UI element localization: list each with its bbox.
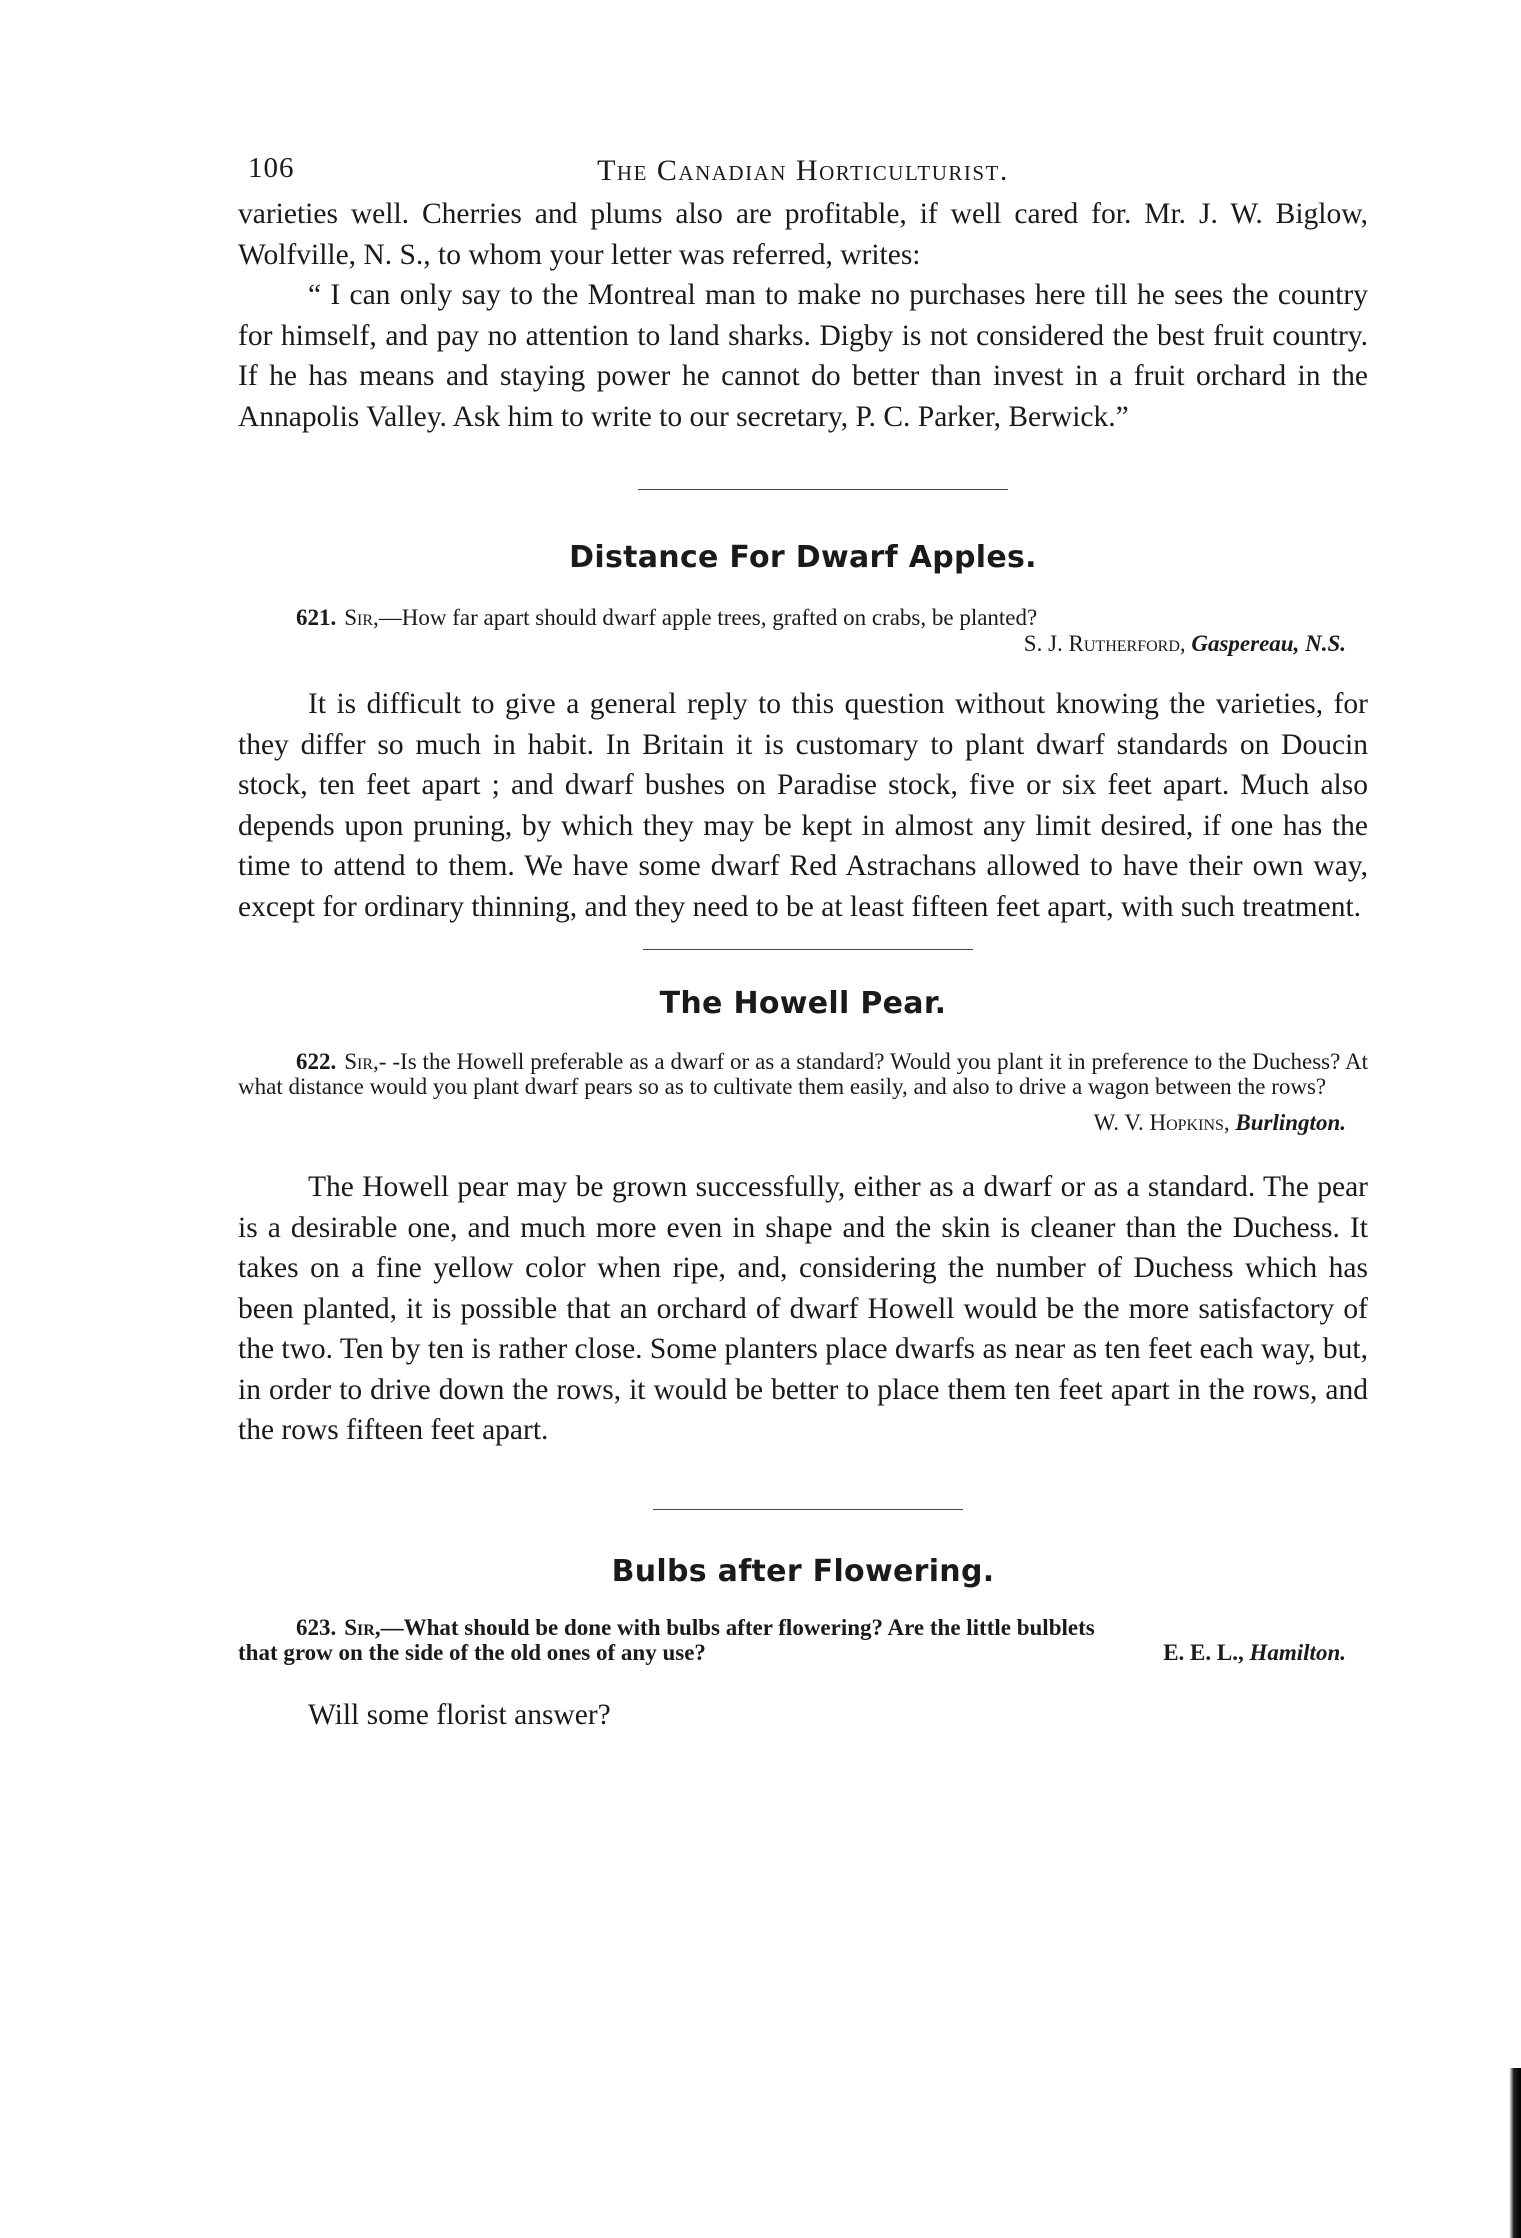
- signature-place: Burlington.: [1235, 1110, 1346, 1135]
- section-divider: [638, 489, 1008, 490]
- query-salutation: Sir,: [344, 1614, 381, 1640]
- signature-name: E. E. L.,: [1163, 1639, 1244, 1665]
- section-heading-bulbs: Bulbs after Flowering.: [611, 1553, 995, 1589]
- quoted-letter-paragraph: “ I can only say to the Montreal man to make no purchases here till he sees the country for himself, and pay no attention to land sharks. Digby is not considered the best fruit country. If he has means and staying power he cannot do better than invest in a fruit orchard in the Annapolis Valley. Ask him to write to our secretary, P. C. Parker, Berwick.”: [238, 279, 1368, 433]
- section-heading-howell-pear: The Howell Pear.: [659, 986, 947, 1021]
- answer-623: Will some florist answer?: [308, 1698, 611, 1731]
- query-621: [238, 605, 1368, 630]
- running-head: [238, 150, 1368, 194]
- answer-622: The Howell pear may be grown successfully, either as a dwarf or as a standard. The pear is a desirable one, and much more even in shape and the skin is cleaner than the Duchess. It takes on a fine yellow color when ripe, and, considering the number of Duchess which has been planted, it is possible that an orchard of dwarf Howell would be the more satisfactory of the two. Ten by ten is rather close. Some planters place dwarfs as near as ten feet each way, but, in order to drive down the rows, it would be better to place them ten feet apart in the rows, and the rows fifteen feet apart.: [238, 1171, 1368, 1446]
- journal-title: The Canadian Horticulturist.: [597, 154, 1009, 187]
- query-signature: [238, 1109, 1368, 1137]
- query-text: —What should be done with bulbs after flowering? Are the little bulblets: [380, 1614, 1095, 1640]
- signature-name: S. J. Rutherford,: [1023, 631, 1186, 656]
- signature-place: Gaspereau, N.S.: [1191, 631, 1346, 656]
- query-number: 621.: [296, 605, 337, 630]
- query-signature: [238, 630, 1368, 658]
- opening-paragraph: varieties well. Cherries and plums also are profitable, if well cared for. Mr. J. W. Biglow, Wolfville, N. S., to whom your letter was referred, writes:: [238, 198, 1368, 271]
- query-signature: [1163, 1640, 1346, 1665]
- query-salutation: Sir,: [344, 1049, 379, 1074]
- scan-edge-mark: [1503, 2068, 1521, 2238]
- signature-place: Hamilton.: [1249, 1639, 1346, 1665]
- query-number: 623.: [296, 1614, 337, 1640]
- query-salutation: Sir,: [344, 605, 379, 630]
- query-number: 622.: [296, 1049, 337, 1074]
- signature-name: W. V. Hopkins,: [1093, 1110, 1230, 1135]
- query-622: [238, 1049, 1368, 1099]
- query-623: [238, 1615, 1368, 1640]
- section-divider: [653, 1509, 963, 1510]
- page-number: 106: [248, 152, 295, 184]
- section-divider: [643, 949, 973, 950]
- query-text: —How far apart should dwarf apple trees, grafted on crabs, be planted?: [378, 605, 1038, 630]
- answer-621: It is difficult to give a general reply to this question without knowing the varieties, for they differ so much in habit. In Britain it is customary to plant dwarf standards on Doucin stock, ten feet apart ; and dwarf bushes on Paradise stock, five or six feet apart. Much also depends upon pruning, by which they may be kept in almost any limit desired, if one has the time to attend to them. We have some dwarf Red Astrachans allowed to have their own way, except for ordinary thinning, and they need to be at least fifteen feet apart, with such treatment.: [238, 688, 1368, 923]
- query-text-continued: that grow on the side of the old ones of any use?: [238, 1639, 706, 1665]
- section-heading-dwarf-apples: Distance For Dwarf Apples.: [569, 540, 1037, 575]
- query-623-last-line: [238, 1640, 1368, 1665]
- page-content: [238, 150, 1368, 1735]
- query-text: - -Is the Howell preferable as a dwarf or as a standard? Would you plant it in preference to the Duchess? At what distance would you plant dwarf pears so as to cultivate them easily, and also to drive a wagon between the rows?: [238, 1049, 1368, 1099]
